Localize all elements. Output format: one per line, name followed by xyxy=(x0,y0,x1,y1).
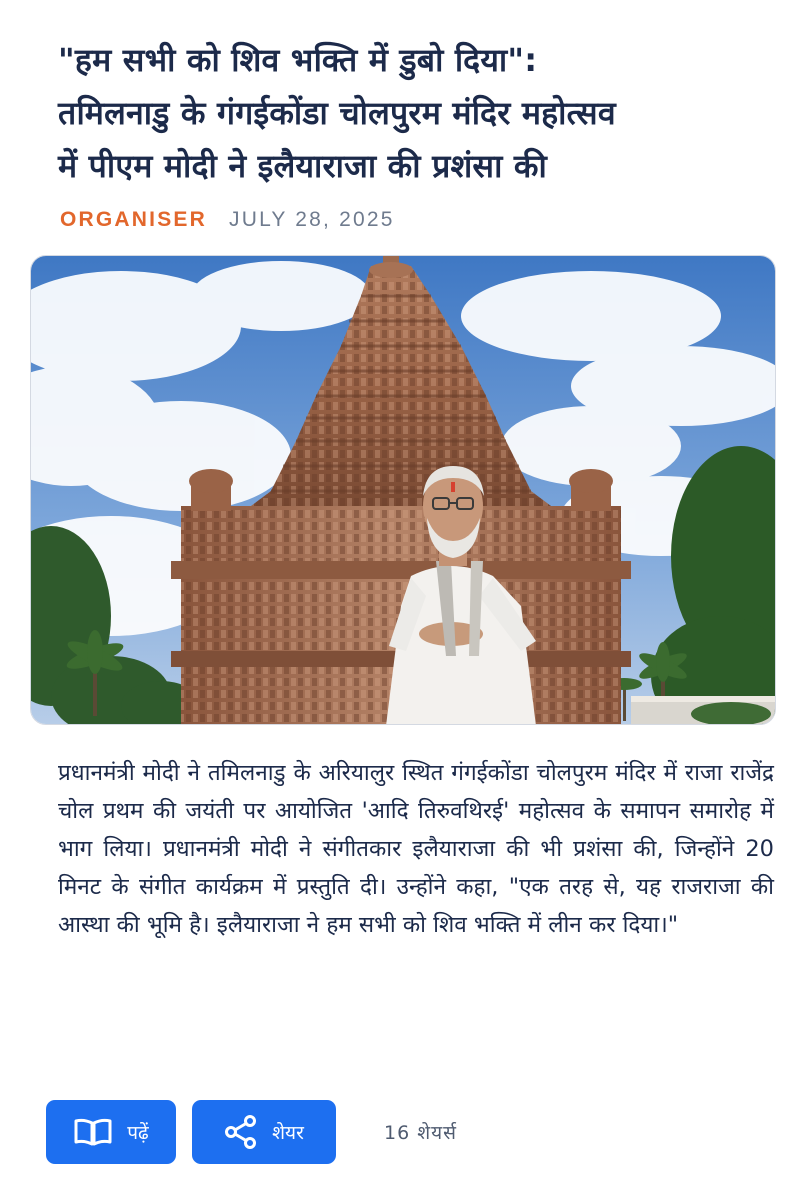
publish-date: JULY 28, 2025 xyxy=(229,208,395,231)
share-count: 16 शेयर्स xyxy=(384,1122,458,1144)
temple-photo xyxy=(31,256,775,724)
book-icon xyxy=(73,1118,113,1146)
share-label: शेयर xyxy=(272,1122,304,1144)
article-headline[interactable] xyxy=(58,34,778,193)
byline xyxy=(60,208,395,232)
share-button[interactable] xyxy=(192,1100,336,1164)
read-label: पढ़ें xyxy=(127,1122,149,1144)
article-body: प्रधानमंत्री मोदी ने तमिलनाडु के अरियालुर स्थित गंगईकोंडा चोलपुरम मंदिर में राजा राजेंद्र चोल प्रथम की जयंती पर आयोजित 'आदि तिरुवथिरई' महोत्सव के समापन समारोह में भाग लिया। प्रधानमंत्री मोदी ने संगीतकार इलैयाराजा की भी प्रशंसा की, जिन्होंने 20 मिनट के संगीत कार्यक्रम में प्रस्तुति दी। उन्होंने कहा, "एक तरह से, यह राजराजा की आस्था की भूमि है। इलैयाराजा ने हम सभी को शिव भक्ति में लीन कर दिया।" xyxy=(58,760,774,938)
article-hero-image[interactable] xyxy=(30,255,776,725)
share-icon xyxy=(224,1115,258,1149)
read-button[interactable] xyxy=(46,1100,176,1164)
headline-line-1: "हम सभी को शिव भक्ति में डुबो दिया": xyxy=(58,41,538,79)
headline-line-2: तमिलनाडु के गंगईकोंडा चोलपुरम मंदिर महोत्सव xyxy=(58,94,616,132)
source-name[interactable]: ORGANISER xyxy=(60,208,207,231)
headline-line-3: में पीएम मोदी ने इलैयाराजा की प्रशंसा की xyxy=(58,147,547,185)
action-bar xyxy=(46,1099,457,1165)
